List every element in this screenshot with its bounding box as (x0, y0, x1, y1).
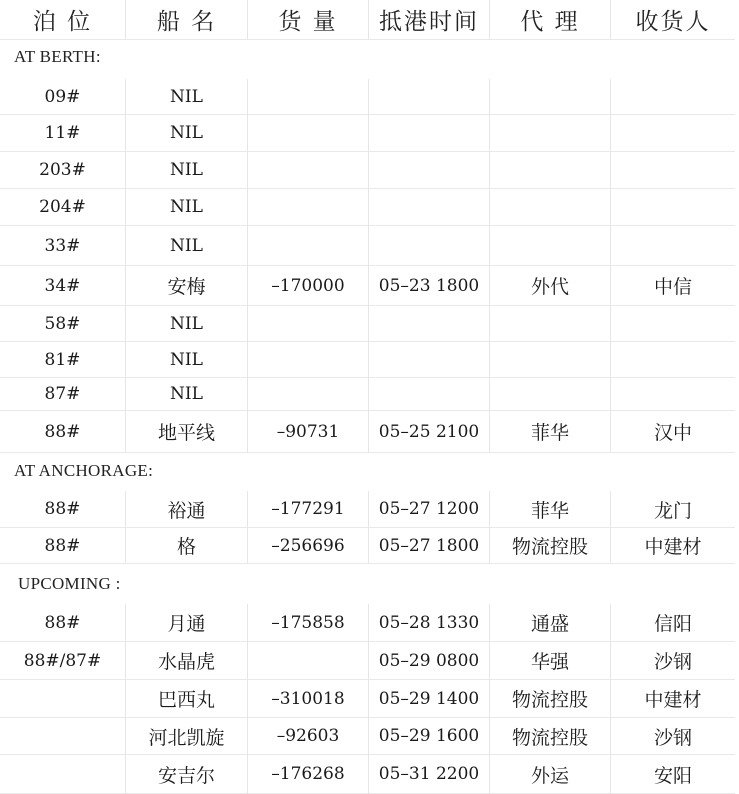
cell-agent: 外运 (489, 755, 610, 794)
cell-cargo (247, 226, 368, 266)
cell-consignee: 沙钢 (610, 718, 735, 755)
header-consignee: 收货人 (610, 0, 735, 40)
cell-agent (489, 189, 610, 226)
cell-agent: 物流控股 (489, 718, 610, 755)
table-row (0, 115, 739, 152)
cell-agent: 菲华 (489, 491, 610, 528)
cell-ship-name: NIL (125, 226, 247, 266)
header-agent: 代 理 (489, 0, 610, 40)
cell-cargo (247, 189, 368, 226)
cell-arrival: 05–27 1200 (368, 491, 489, 528)
cell-ship-name: NIL (125, 152, 247, 189)
cell-agent (489, 152, 610, 189)
table-row (0, 718, 739, 755)
cell-arrival: 05–23 1800 (368, 266, 489, 306)
cell-agent: 物流控股 (489, 680, 610, 718)
cell-ship-name: NIL (125, 378, 247, 411)
cell-arrival: 05–28 1330 (368, 604, 489, 642)
cell-berth (0, 755, 125, 794)
cell-berth: 33# (0, 226, 125, 266)
cell-cargo: –176268 (247, 755, 368, 794)
cell-arrival: 05–31 2200 (368, 755, 489, 794)
table-row (0, 378, 739, 411)
cell-consignee: 中建材 (610, 528, 735, 564)
cell-consignee: 沙钢 (610, 642, 735, 680)
cell-berth (0, 718, 125, 755)
cell-consignee (610, 306, 735, 342)
cell-agent (489, 79, 610, 115)
cell-agent: 物流控股 (489, 528, 610, 564)
cell-consignee (610, 342, 735, 378)
cell-berth: 87# (0, 378, 125, 411)
cell-ship-name: 安吉尔 (125, 755, 247, 794)
cell-agent: 外代 (489, 266, 610, 306)
cell-arrival (368, 226, 489, 266)
cell-ship-name: 格 (125, 528, 247, 564)
table-row (0, 411, 739, 453)
cell-cargo (247, 306, 368, 342)
cell-consignee: 安阳 (610, 755, 735, 794)
cell-agent: 华强 (489, 642, 610, 680)
cell-consignee: 信阳 (610, 604, 735, 642)
cell-arrival (368, 79, 489, 115)
cell-ship-name: NIL (125, 115, 247, 152)
cell-consignee (610, 226, 735, 266)
cell-cargo (247, 152, 368, 189)
cell-berth: 88# (0, 491, 125, 528)
cell-ship-name: 巴西丸 (125, 680, 247, 718)
table-row (0, 491, 739, 528)
header-cargo-quantity: 货 量 (247, 0, 368, 40)
cell-arrival (368, 152, 489, 189)
section-label-at-berth: AT BERTH: (14, 47, 101, 66)
table-row (0, 680, 739, 718)
cell-cargo (247, 342, 368, 378)
cell-agent (489, 378, 610, 411)
cell-cargo: –92603 (247, 718, 368, 755)
cell-ship-name: 河北凯旋 (125, 718, 247, 755)
cell-ship-name: 月通 (125, 604, 247, 642)
cell-cargo (247, 378, 368, 411)
cell-berth: 09# (0, 79, 125, 115)
cell-berth: 58# (0, 306, 125, 342)
cell-arrival (368, 378, 489, 411)
cell-agent (489, 115, 610, 152)
cell-cargo: –310018 (247, 680, 368, 718)
table-row (0, 604, 739, 642)
cell-berth: 88# (0, 528, 125, 564)
cell-cargo: –175858 (247, 604, 368, 642)
cell-consignee: 龙门 (610, 491, 735, 528)
header-arrival-time: 抵港时间 (368, 0, 489, 40)
cell-arrival (368, 306, 489, 342)
header-berth: 泊 位 (0, 0, 125, 40)
cell-agent (489, 342, 610, 378)
table-row (0, 342, 739, 378)
cell-cargo (247, 642, 368, 680)
cell-ship-name: NIL (125, 306, 247, 342)
cell-consignee (610, 378, 735, 411)
cell-arrival: 05–25 2100 (368, 411, 489, 453)
header-ship-name: 船 名 (125, 0, 247, 40)
cell-consignee: 汉中 (610, 411, 735, 453)
cell-consignee (610, 152, 735, 189)
cell-consignee (610, 79, 735, 115)
cell-berth: 88# (0, 604, 125, 642)
table-row (0, 266, 739, 306)
cell-arrival: 05–29 0800 (368, 642, 489, 680)
cell-ship-name: 安梅 (125, 266, 247, 306)
section-label-upcoming: UPCOMING : (18, 574, 121, 593)
table-row (0, 528, 739, 564)
cell-berth (0, 680, 125, 718)
cell-agent: 菲华 (489, 411, 610, 453)
cell-arrival (368, 342, 489, 378)
cell-cargo: –170000 (247, 266, 368, 306)
cell-berth: 11# (0, 115, 125, 152)
cell-berth: 34# (0, 266, 125, 306)
table-header-row (0, 0, 739, 40)
cell-berth: 88# (0, 411, 125, 453)
table-row (0, 189, 739, 226)
cell-arrival (368, 115, 489, 152)
cell-cargo: –256696 (247, 528, 368, 564)
cell-ship-name: 水晶虎 (125, 642, 247, 680)
cell-ship-name: NIL (125, 79, 247, 115)
cell-agent (489, 306, 610, 342)
cell-arrival (368, 189, 489, 226)
cell-agent: 通盛 (489, 604, 610, 642)
cell-consignee (610, 189, 735, 226)
cell-arrival: 05–29 1400 (368, 680, 489, 718)
cell-cargo (247, 115, 368, 152)
table-row (0, 642, 739, 680)
cell-ship-name: 裕通 (125, 491, 247, 528)
cell-berth: 204# (0, 189, 125, 226)
cell-consignee: 中建材 (610, 680, 735, 718)
table-row (0, 306, 739, 342)
cell-cargo: –177291 (247, 491, 368, 528)
cell-consignee (610, 115, 735, 152)
table-row (0, 226, 739, 266)
table-row (0, 755, 739, 794)
cell-berth: 203# (0, 152, 125, 189)
cell-berth: 88#/87# (0, 642, 125, 680)
table-row (0, 79, 739, 115)
table-row (0, 152, 739, 189)
cell-cargo (247, 79, 368, 115)
cell-ship-name: NIL (125, 342, 247, 378)
section-label-at-anchorage: AT ANCHORAGE: (14, 461, 154, 480)
cell-agent (489, 226, 610, 266)
cell-arrival: 05–27 1800 (368, 528, 489, 564)
cell-berth: 81# (0, 342, 125, 378)
cell-cargo: –90731 (247, 411, 368, 453)
cell-ship-name: NIL (125, 189, 247, 226)
cell-consignee: 中信 (610, 266, 735, 306)
cell-arrival: 05–29 1600 (368, 718, 489, 755)
cell-ship-name: 地平线 (125, 411, 247, 453)
